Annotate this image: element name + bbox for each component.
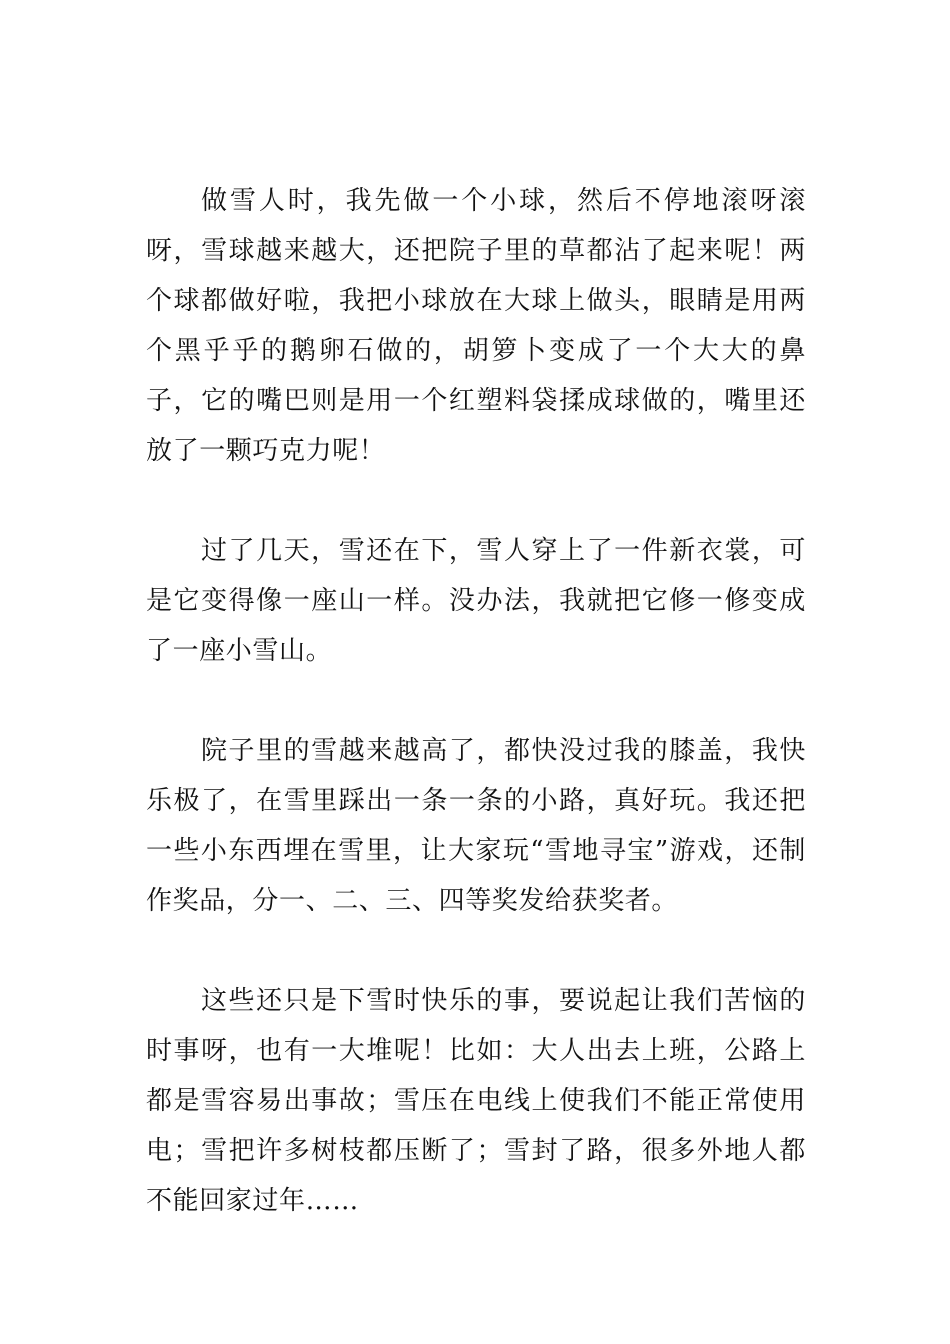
paragraph-4: 这些还只是下雪时快乐的事，要说起让我们苦恼的时事呀，也有一大堆呢！比如：大人出去上班，公路上都是雪容易出事故；雪压在电线上使我们不能正常使用电；雪把许多树枝都压断了；雪封了路，很多外地人都不能回家过年…… [146,986,806,1216]
paragraph-gap [146,926,806,976]
paragraph-gap [146,476,806,526]
paragraph-2: 过了几天，雪还在下，雪人穿上了一件新衣裳，可是它变得像一座山一样。没办法，我就把它修一修变成了一座小雪山。 [146,536,806,666]
paragraph-3: 院子里的雪越来越高了，都快没过我的膝盖，我快乐极了，在雪里踩出一条一条的小路，真好玩。我还把一些小东西埋在雪里，让大家玩“雪地寻宝”游戏，还制作奖品，分一、二、三、四等奖发给获奖者。 [146,736,806,916]
document-page [146,176,806,1226]
paragraph-1: 做雪人时，我先做一个小球，然后不停地滚呀滚呀，雪球越来越大，还把院子里的草都沾了起来呢！两个球都做好啦，我把小球放在大球上做头，眼睛是用两个黑乎乎的鹅卵石做的，胡箩卜变成了一个大大的鼻子，它的嘴巴则是用一个红塑料袋揉成球做的，嘴里还放了一颗巧克力呢！ [146,186,806,466]
paragraph-gap [146,676,806,726]
